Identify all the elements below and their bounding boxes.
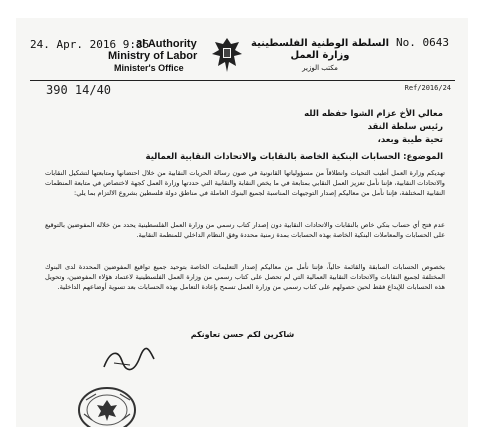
office-name-ar: مكتب الوزير (302, 64, 338, 72)
ministry-name-en: Ministry of Labor (108, 50, 198, 62)
letter-subject: الموضوع: الحسابات البنكية الخاصة بالنقابات والاتحادات النقابية العمالية (145, 152, 443, 162)
palestinian-eagle-emblem (208, 34, 246, 76)
body-paragraph-intro: تهديكم وزارة العمل أطيب التحيات وانطلاقاً من مسؤولياتها القانونية في صون رسالة الحريات النقابية من خلال احتضانها ومتابعتها لتشكيل النقابات والاتحادات النقابية، فإننا نأمل تعزيز العمل النقابي بمتابعة في ما يخص النقابة والنقابية التي حددتها وزارة العمل كجهة لاختصاص في متابعة المنظمات النقابية المختلفة، فإننا نأمل من معاليكم إصدار التوجيهات المناسبة لجميع البنوك العاملة في مناطق دولة فلسطين بشروع الالتزام بما يلي: (45, 169, 445, 197)
office-name-en: Minister's Office (114, 63, 184, 73)
letterhead-arabic (251, 38, 389, 74)
letterhead-english (108, 38, 197, 74)
ministry-name-ar: وزارة العمل (290, 50, 350, 61)
handwritten-signature (100, 345, 156, 375)
authority-name-ar: السلطة الوطنية الفلسطينية (251, 38, 389, 49)
body-paragraph-point-1: عدم فتح أي حساب بنكي خاص بالنقابات والاتحادات النقابية دون إصدار كتاب رسمي من وزارة العمل الفلسطينية يحدد من خلاله المفوضين بالتوقيع على الحسابات والمعاملات البنكية الخاصة بهذه الحسابات بمدة زمنية محددة وفق النظام الداخلي للمنظمة النقابية. (45, 221, 445, 239)
letter-reference: Ref/2016/24 (404, 84, 451, 92)
fax-page-number: No. 0643 (396, 36, 449, 49)
greeting: تحية طيبة وبعد، (377, 135, 443, 145)
recipient-name: معالي الأخ عزام الشوا حفظه الله (304, 109, 443, 119)
fax-timestamp: 24. Apr. 2016 9:35 (30, 38, 150, 51)
recipient-address (304, 108, 443, 147)
handwritten-reference: 390 14/40 (46, 83, 112, 97)
header-divider (30, 80, 455, 81)
closing-line: شاكرين لكم حسن تعاونكم (190, 330, 295, 339)
body-paragraph-point-2: بخصوص الحسابات السابقة والقائمة حالياً، فإننا نأمل من معاليكم إصدار التعليمات الخاصة بتوحيد جميع تواقيع المفوضين المحددة لدى البنوك المختلفة لجميع النقابات والاتحادات النقابية العمالية التي لم تحصل على كتاب رسمي من وزارة العمل الفلسطينية لاعتماد هؤلاء المفوضين، وتحويل هذه الحسابات للإيداع فقط لحين حصولهم على كتاب رسمي من وزارة العمل تسمح بإعادة التعامل بهذه الحسابات بعد تسوية أوضاعهم الداخلية. (45, 263, 445, 291)
authority-name-en: al Authority (136, 38, 197, 50)
recipient-title: رئيس سلطة النقد (367, 122, 443, 132)
official-stamp (76, 380, 138, 427)
